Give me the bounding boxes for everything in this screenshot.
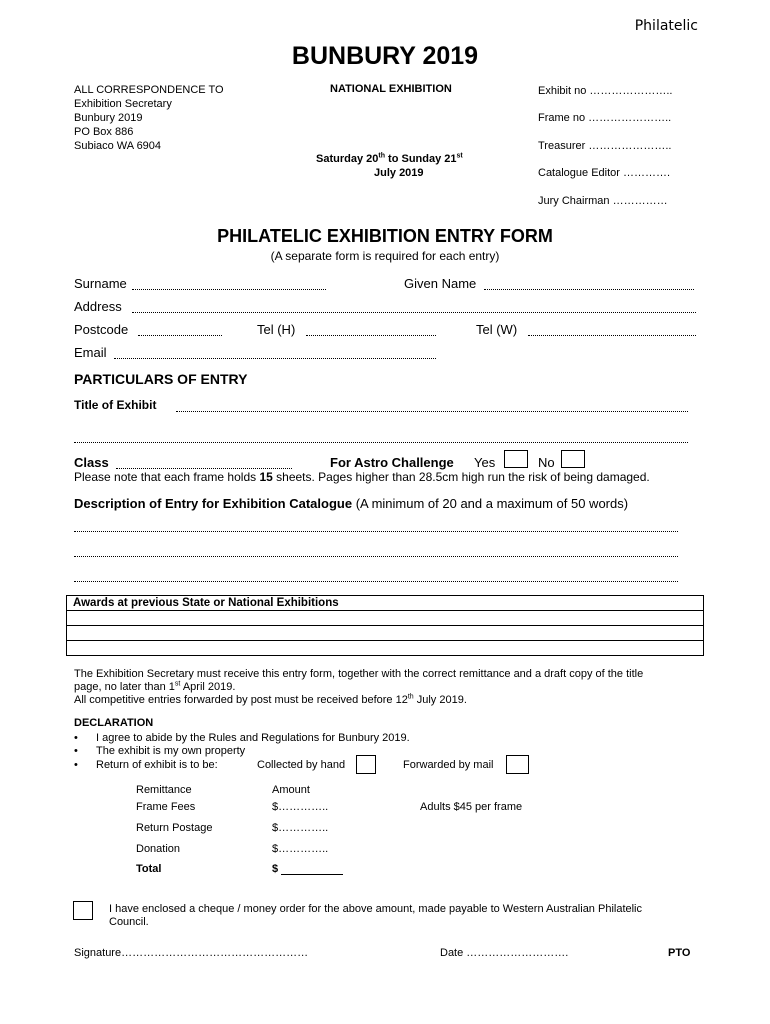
tel-h-label: Tel (H) xyxy=(257,322,296,337)
correspondence-heading: ALL CORRESPONDENCE TO xyxy=(74,84,224,96)
frame-note: Please note that each frame holds 15 sheets. Pages higher than 28.5cm high run the risk of being damaged. xyxy=(74,470,650,484)
date-field[interactable]: Date ………………………. xyxy=(440,947,569,959)
surname-label: Surname xyxy=(74,276,127,291)
title-of-exhibit-input[interactable] xyxy=(176,411,688,412)
cheque-enclosed-checkbox[interactable] xyxy=(73,901,93,920)
treasurer-field[interactable]: Treasurer ………………….. xyxy=(538,140,672,152)
astro-no-checkbox[interactable] xyxy=(561,450,585,468)
page-title: BUNBURY 2019 xyxy=(291,42,479,70)
address-label: Address xyxy=(74,299,122,314)
particulars-heading: PARTICULARS OF ENTRY xyxy=(74,371,248,387)
description-input-line3[interactable] xyxy=(74,581,678,582)
remittance-total-label: Total xyxy=(136,863,162,875)
given-name-input[interactable] xyxy=(484,289,694,290)
corner-label: Philatelic xyxy=(634,18,698,34)
correspondence-line: PO Box 886 xyxy=(74,126,134,138)
declaration-item: • The exhibit is my own property xyxy=(96,744,245,758)
remittance-return-postage-amount[interactable]: $………….. xyxy=(272,822,329,834)
remittance-frame-fees-label: Frame Fees xyxy=(136,801,196,813)
awards-row[interactable] xyxy=(67,641,704,656)
signature-field[interactable]: Signature…………………………………………… xyxy=(74,947,309,959)
form-note: (A separate form is required for each entry) xyxy=(270,249,500,263)
email-input[interactable] xyxy=(114,358,436,359)
postcode-label: Postcode xyxy=(74,322,129,337)
exhibition-dates: Saturday 20th to Sunday 21st xyxy=(316,152,463,165)
amount-header: Amount xyxy=(272,784,310,796)
collected-by-hand-label: Collected by hand xyxy=(257,759,346,771)
tel-w-input[interactable] xyxy=(528,335,696,336)
catalogue-editor-field[interactable]: Catalogue Editor …………. xyxy=(538,167,671,179)
remittance-frame-fees-amount[interactable]: $………….. xyxy=(272,801,329,813)
description-input-line1[interactable] xyxy=(74,531,678,532)
tel-w-label: Tel (W) xyxy=(476,322,518,337)
correspondence-line: Subiaco WA 6904 xyxy=(74,140,162,152)
collected-by-hand-checkbox[interactable] xyxy=(356,755,376,774)
declaration-item: • Return of exhibit is to be: xyxy=(96,758,218,772)
astro-yes-label: Yes xyxy=(474,455,496,470)
awards-table xyxy=(66,595,704,656)
surname-input[interactable] xyxy=(132,289,326,290)
tel-h-input[interactable] xyxy=(306,335,436,336)
address-input[interactable] xyxy=(132,312,696,313)
declaration-item: • I agree to abide by the Rules and Regulations for Bunbury 2019. xyxy=(96,731,410,745)
declaration-heading: DECLARATION xyxy=(74,717,154,729)
exhibition-subtitle: NATIONAL EXHIBITION xyxy=(330,83,452,95)
description-input-line2[interactable] xyxy=(74,556,678,557)
correspondence-line: Exhibition Secretary xyxy=(74,98,172,110)
pto-label: PTO xyxy=(668,947,691,959)
remittance-return-postage-label: Return Postage xyxy=(136,822,213,834)
jury-chairman-field[interactable]: Jury Chairman …………… xyxy=(538,195,668,207)
form-title: PHILATELIC EXHIBITION ENTRY FORM xyxy=(217,226,553,246)
remittance-header: Remittance xyxy=(136,784,192,796)
description-heading: Description of Entry for Exhibition Catalogue (A minimum of 20 and a maximum of 50 words) xyxy=(74,496,629,511)
given-name-label: Given Name xyxy=(404,276,477,291)
remittance-donation-amount[interactable]: $………….. xyxy=(272,843,329,855)
title-of-exhibit-label: Title of Exhibit xyxy=(74,398,157,412)
awards-row[interactable] xyxy=(67,611,704,626)
awards-row[interactable] xyxy=(67,626,704,641)
cheque-enclosed-text-line2: Council. xyxy=(109,916,149,928)
astro-challenge-label: For Astro Challenge xyxy=(330,455,454,470)
class-label: Class xyxy=(74,455,109,470)
instructions-para2: All competitive entries forwarded by post must be received before 12th July 2019. xyxy=(74,693,467,706)
postcode-input[interactable] xyxy=(138,335,222,336)
remittance-total-amount: $ xyxy=(272,863,279,875)
title-of-exhibit-input-line2[interactable] xyxy=(74,442,688,443)
class-input[interactable] xyxy=(116,468,292,469)
frame-no-field[interactable]: Frame no ………………….. xyxy=(538,112,672,124)
remittance-total-input[interactable] xyxy=(281,874,343,875)
correspondence-line: Bunbury 2019 xyxy=(74,112,143,124)
exhibit-no-field[interactable]: Exhibit no ………………….. xyxy=(538,85,673,97)
remittance-donation-label: Donation xyxy=(136,843,181,855)
astro-no-label: No xyxy=(538,455,555,470)
remittance-frame-fees-note: Adults $45 per frame xyxy=(420,801,523,813)
forwarded-by-mail-checkbox[interactable] xyxy=(506,755,529,774)
correspondence-block xyxy=(74,83,224,153)
instructions-para1-b: page, no later than 1st April 2019. xyxy=(74,680,236,693)
astro-yes-checkbox[interactable] xyxy=(504,450,528,468)
instructions-para1-a: The Exhibition Secretary must receive this entry form, together with the correct remittance and a draft copy of the title xyxy=(74,668,644,680)
forwarded-by-mail-label: Forwarded by mail xyxy=(403,759,494,771)
email-label: Email xyxy=(74,345,107,360)
exhibition-month: July 2019 xyxy=(374,167,424,179)
awards-heading: Awards at previous State or National Exhibitions xyxy=(67,596,704,611)
cheque-enclosed-text: I have enclosed a cheque / money order for the above amount, made payable to Western Australian Philatelic xyxy=(109,903,643,915)
